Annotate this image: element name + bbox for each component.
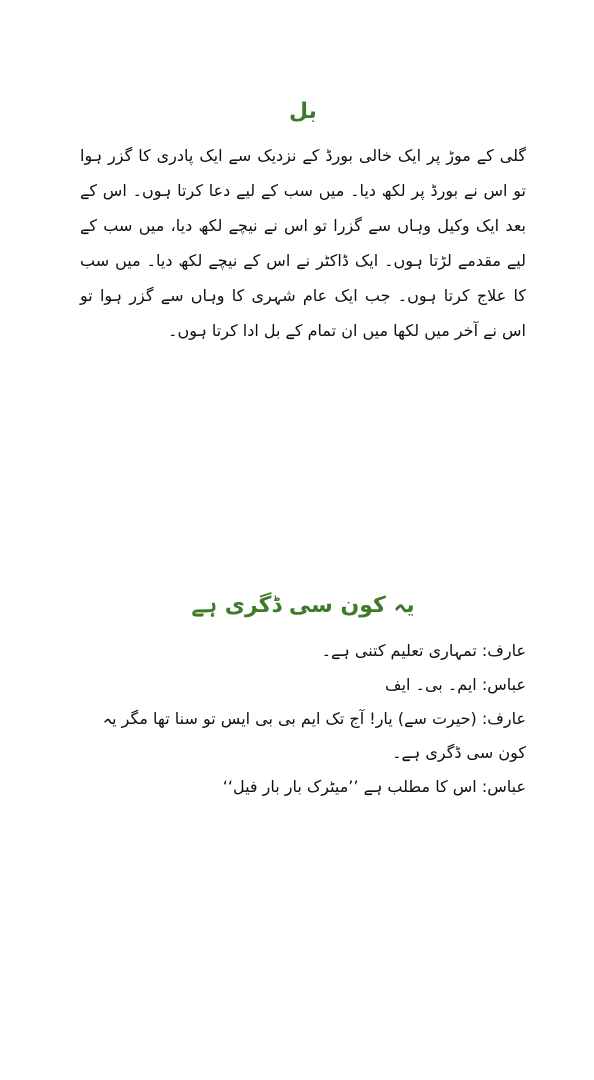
- dialog-line: عارف: تمہاری تعلیم کتنی ہے۔: [321, 641, 526, 660]
- dialog-line: عباس: ایم۔ بی۔ ایف: [385, 675, 526, 694]
- joke-bill: [80, 92, 526, 348]
- joke-title: یہ کون سی ڈگری ہے: [191, 593, 415, 618]
- dialog-line: عارف: (حیرت سے) یار! آج تک ایم بی بی ایس تو سنا تھا مگر یہ کون سی ڈگری ہے۔: [102, 709, 526, 762]
- joke-body: گلی کے موڑ پر ایک خالی بورڈ کے نزدیک سے ایک پادری کا گزر ہوا تو اس نے بورڈ پر لکھ دیا۔ میں سب کے لیے دعا کرتا ہوں۔ اس کے بعد ایک وکیل وہاں سے گزرا تو اس نے نیچے لکھ دیا، میں سب کے لیے مقدمے لڑتا ہوں۔ ایک ڈاکٹر نے اس کے نیچے لکھ دیا۔ میں سب کا علاج کرتا ہوں۔ جب ایک عام شہری کا وہاں سے گزر ہوا تو اس نے آخر میں لکھا میں ان تمام کے بل ادا کرتا ہوں۔: [80, 146, 526, 340]
- joke-title: بل: [289, 99, 317, 124]
- joke-degree: [80, 586, 526, 804]
- dialog-line: عباس: اس کا مطلب ہے ’’میٹرک بار بار فیل‘‘: [222, 777, 526, 796]
